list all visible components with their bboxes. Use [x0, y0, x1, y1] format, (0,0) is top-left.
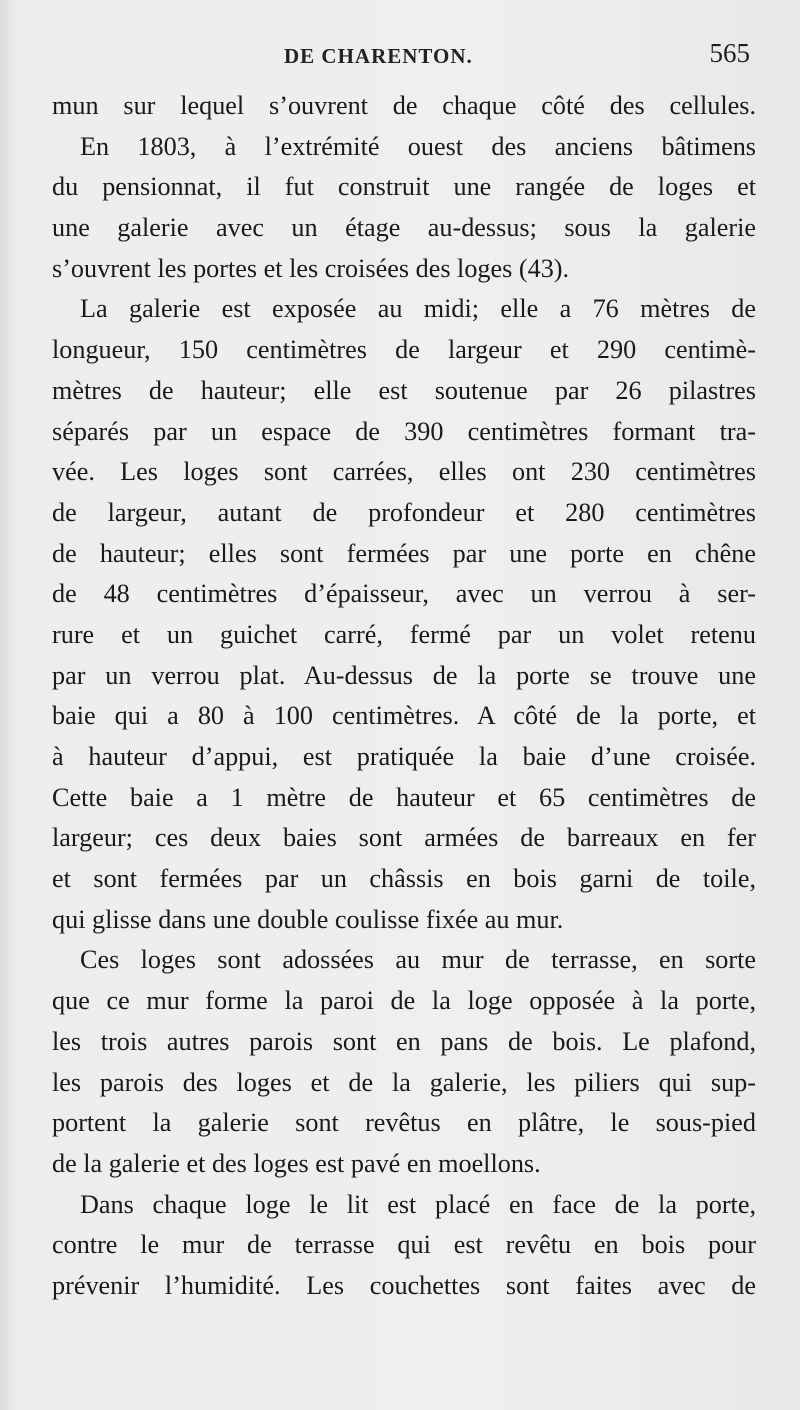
text-line: portent la galerie sont revêtus en plâtre, le sous-pied — [52, 1108, 756, 1138]
text-line: Ces loges sont adossées au mur de terrasse, en sorte — [80, 945, 756, 975]
text-line: du pensionnat, il fut construit une rangée de loges et — [52, 172, 756, 202]
text-line: baie qui a 80 à 100 centimètres. A côté de la porte, et — [52, 701, 756, 731]
running-head: DE CHARENTON. — [284, 44, 473, 68]
text-line: les parois des loges et de la galerie, les piliers qui sup- — [52, 1067, 756, 1097]
text-line: à hauteur d’appui, est pratiquée la baie d’une croisée. — [52, 742, 756, 771]
text-line: et sont fermées par un châssis en bois garni de toile, — [52, 864, 756, 894]
text-line: prévenir l’humidité. Les couchettes sont faites avec de — [52, 1270, 756, 1300]
text-line: par un verrou plat. Au-dessus de la porte se trouve une — [52, 660, 756, 690]
text-line: Cette baie a 1 mètre de hauteur et 65 centimètres de — [52, 782, 756, 812]
text-line: Dans chaque loge le lit est placé en face de la porte, — [80, 1189, 756, 1219]
text-line: rure et un guichet carré, fermé par un volet retenu — [52, 619, 756, 649]
text-line: largeur; ces deux baies sont armées de barreaux en fer — [52, 823, 756, 853]
text-line: qui glisse dans une double coulisse fixée au mur. — [52, 904, 564, 934]
text-line: une galerie avec un étage au-dessus; sous la galerie — [52, 213, 756, 243]
text-line: La galerie est exposée au midi; elle a 76 mètres de — [80, 294, 756, 324]
text-line: longueur, 150 centimètres de largeur et 290 centimè- — [52, 335, 756, 365]
text-line: vée. Les loges sont carrées, elles ont 230 centimètres — [52, 457, 756, 487]
text-line: de largeur, autant de profondeur et 280 centimètres — [52, 497, 756, 527]
text-line: les trois autres parois sont en pans de bois. Le plafond, — [52, 1026, 756, 1056]
text-line: mun sur lequel s’ouvrent de chaque côté des cellules. — [52, 91, 756, 120]
page-header — [54, 38, 754, 78]
text-line: de hauteur; elles sont fermées par une porte en chêne — [52, 538, 756, 568]
text-line: que ce mur forme la paroi de la loge opposée à la porte, — [52, 986, 756, 1016]
body-text — [52, 86, 756, 1307]
page-number: 565 — [709, 38, 750, 68]
text-line: séparés par un espace de 390 centimètres formant tra- — [52, 416, 756, 446]
text-line: de 48 centimètres d’épaisseur, avec un verrou à ser- — [52, 579, 756, 609]
text-line: s’ouvrent les portes et les croisées des loges (43). — [52, 253, 570, 283]
text-line: contre le mur de terrasse qui est revêtu en bois pour — [52, 1230, 756, 1260]
text-line: de la galerie et des loges est pavé en moellons. — [52, 1148, 541, 1178]
text-line: En 1803, à l’extrémité ouest des anciens bâtimens — [80, 131, 756, 161]
text-line: mètres de hauteur; elle est soutenue par 26 pilastres — [52, 375, 756, 405]
